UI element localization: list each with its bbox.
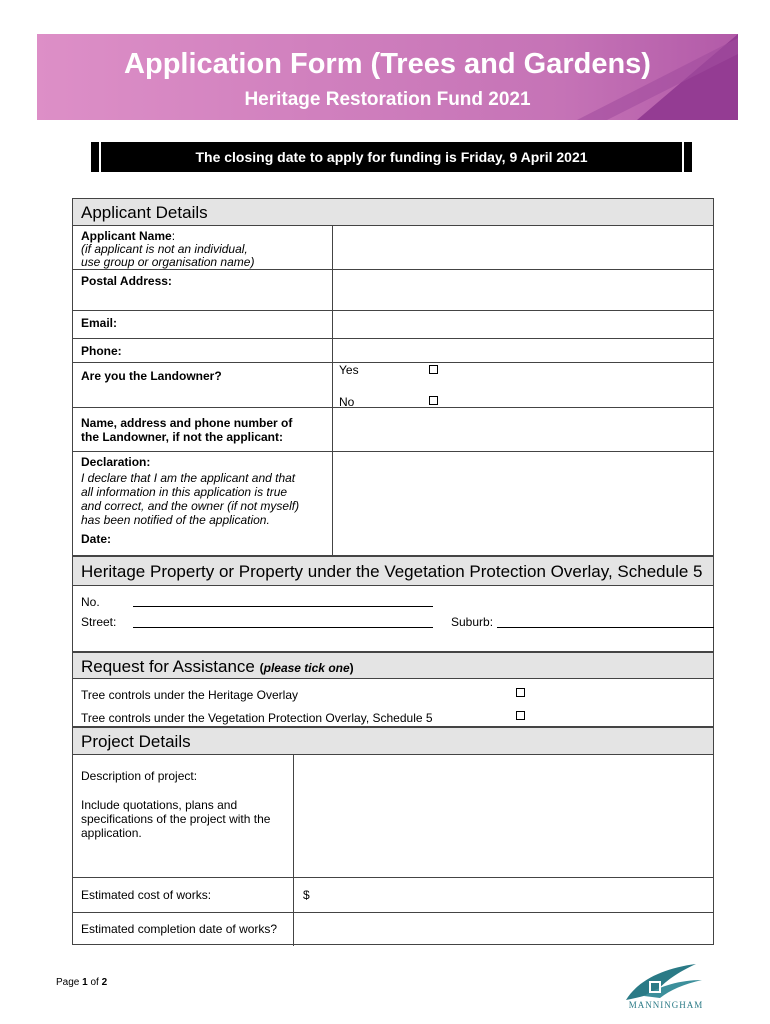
assistance-option-vpo-label: Tree controls under the Vegetation Protection Overlay, Schedule 5 xyxy=(81,711,433,725)
phone-label: Phone: xyxy=(81,344,122,358)
applicant-name-note-1: (if applicant is not an individual, xyxy=(81,242,248,256)
landowner-no-checkbox[interactable] xyxy=(429,396,438,405)
property-heading: Heritage Property or Property under the Vegetation Protection Overlay, Schedule 5 xyxy=(73,556,713,586)
street-field[interactable] xyxy=(133,627,433,628)
declaration-text-2: all information in this application is true xyxy=(81,485,288,499)
project-heading: Project Details xyxy=(73,728,713,755)
page-number: Page 1 of 2 xyxy=(56,977,108,988)
manningham-leaf-icon xyxy=(616,962,716,1004)
completion-label: Estimated completion date of works? xyxy=(81,922,278,936)
project-section xyxy=(72,727,714,945)
declaration-signature-field[interactable] xyxy=(333,452,714,556)
assistance-option-heritage-checkbox[interactable] xyxy=(516,688,525,697)
include-note-3: application. xyxy=(81,826,142,840)
description-field[interactable] xyxy=(294,756,714,877)
property-no-field[interactable] xyxy=(133,606,433,607)
landowner-no-label: No xyxy=(339,395,355,409)
declaration-text-1: I declare that I am the applicant and that xyxy=(81,471,296,485)
include-note-1: Include quotations, plans and xyxy=(81,798,238,812)
applicant-name-note-2: use group or organisation name) xyxy=(81,255,255,269)
landowner-details-field[interactable] xyxy=(333,408,714,451)
postal-address-field[interactable] xyxy=(333,270,714,310)
assistance-heading: Request for Assistance (please tick one) xyxy=(73,652,713,679)
description-label: Description of project: xyxy=(81,769,198,783)
landowner-yes-label: Yes xyxy=(339,363,359,377)
landowner-details-label-1: Name, address and phone number of xyxy=(81,416,293,430)
applicant-name-label: Applicant Name: xyxy=(81,229,176,243)
postal-address-label: Postal Address: xyxy=(81,274,172,288)
cost-field[interactable] xyxy=(313,878,714,912)
declaration-text-4: has been notified of the application. xyxy=(81,513,270,527)
declaration-text-3: and correct, and the owner (if not myself) xyxy=(81,499,300,513)
applicant-details-heading: Applicant Details xyxy=(73,199,713,226)
email-field[interactable] xyxy=(333,311,714,338)
landowner-yes-checkbox[interactable] xyxy=(429,365,438,374)
closing-date-banner xyxy=(91,142,692,172)
assistance-section xyxy=(72,652,714,727)
landowner-details-label-2: the Landowner, if not the applicant: xyxy=(81,430,284,444)
applicant-name-field[interactable] xyxy=(333,226,714,269)
property-no-label: No. xyxy=(81,595,100,609)
declaration-label: Declaration: xyxy=(81,455,151,469)
manningham-logo xyxy=(616,962,716,1014)
street-label: Street: xyxy=(81,615,117,629)
assistance-option-heritage-label: Tree controls under the Heritage Overlay xyxy=(81,688,298,702)
landowner-question-label: Are you the Landowner? xyxy=(81,369,222,383)
form-subtitle: Heritage Restoration Fund 2021 xyxy=(244,89,531,110)
closing-date-text: The closing date to apply for funding is Friday, 9 April 2021 xyxy=(195,149,588,165)
cost-label: Estimated cost of works: xyxy=(81,888,212,902)
include-note-2: specifications of the project with the xyxy=(81,812,271,826)
form-title: Application Form (Trees and Gardens) xyxy=(124,48,651,80)
applicant-details-section xyxy=(72,198,714,556)
suburb-label: Suburb: xyxy=(451,615,494,629)
date-label: Date: xyxy=(81,532,112,546)
cost-currency: $ xyxy=(303,888,310,902)
assistance-option-vpo-checkbox[interactable] xyxy=(516,711,525,720)
property-section xyxy=(72,556,714,652)
completion-field[interactable] xyxy=(294,913,714,945)
phone-field[interactable] xyxy=(333,339,714,362)
suburb-field[interactable] xyxy=(497,627,714,628)
email-label: Email: xyxy=(81,316,118,330)
logo-wordmark: MANNINGHAM xyxy=(628,1000,704,1010)
